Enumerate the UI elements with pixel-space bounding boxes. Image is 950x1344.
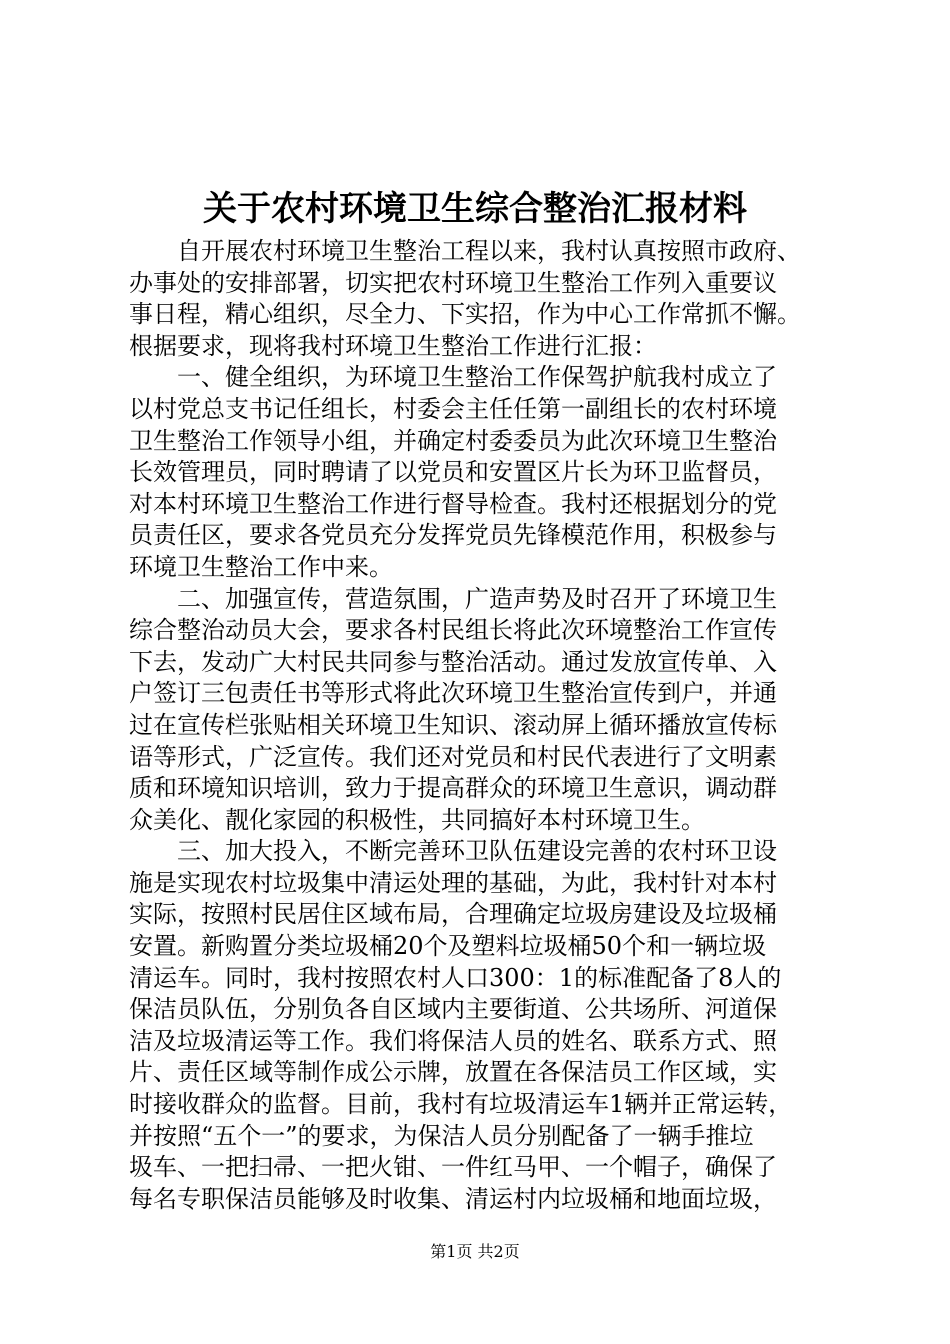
body-line: 综合整治动员大会，要求各村民组长将此次环境整治工作宣传	[129, 616, 777, 645]
body-line: 施是实现农村垃圾集中清运处理的基础，为此，我村针对本村	[129, 868, 777, 897]
body-line: 实际，按照村民居住区域布局，合理确定垃圾房建设及垃圾桶	[129, 900, 777, 929]
page-footer: 第1页 共2页	[430, 1242, 520, 1261]
body-line: 自开展农村环境卫生整治工程以来，我村认真按照市政府、	[129, 237, 801, 265]
body-line: 洁及垃圾清运等工作。我们将保洁人员的姓名、联系方式、照	[129, 1026, 777, 1055]
body-line: 卫生整治工作领导小组，并确定村委委员为此次环境卫生整治	[129, 426, 777, 455]
body-line: 一、健全组织，为环境卫生整治工作保驾护航我村成立了	[129, 363, 777, 392]
body-line: 员责任区，要求各党员充分发挥党员先锋模范作用，积极参与	[129, 521, 777, 550]
body-line: 清运车。同时，我村按照农村人口300：1的标准配备了8人的	[129, 963, 782, 992]
document-title: 关于农村环境卫生综合整治汇报材料	[203, 189, 747, 229]
body-line: 二、加强宣传，营造氛围，广造声势及时召开了环境卫生	[129, 584, 777, 613]
body-line: 每名专职保洁员能够及时收集、清运村内垃圾桶和地面垃圾，	[129, 1184, 777, 1213]
body-line: 三、加大投入，不断完善环卫队伍建设完善的农村环卫设	[129, 837, 777, 866]
body-line: 众美化、靓化家园的积极性，共同搞好本村环境卫生。	[129, 805, 705, 834]
body-line: 质和环境知识培训，致力于提高群众的环境卫生意识，调动群	[129, 774, 777, 803]
body-line: 下去，发动广大村民共同参与整治活动。通过发放宣传单、入	[129, 647, 777, 676]
body-line: 片、责任区域等制作成公示牌，放置在各保洁员工作区域，实	[129, 1058, 777, 1087]
body-line: 事日程，精心组织，尽全力、下实招，作为中心工作常抓不懈。	[129, 300, 801, 329]
body-line: 保洁员队伍，分别负各自区域内主要街道、公共场所、河道保	[129, 995, 777, 1024]
body-line: 时接收群众的监督。目前，我村有垃圾清运车1辆并正常运转，	[129, 1090, 793, 1119]
body-line: 环境卫生整治工作中来。	[129, 552, 393, 581]
body-line: 安置。新购置分类垃圾桶20个及塑料垃圾桶50个和一辆垃圾	[129, 932, 767, 961]
body-line: 长效管理员，同时聘请了以党员和安置区片长为环卫监督员，	[129, 458, 777, 487]
body-line: 并按照“五个一”的要求，为保洁人员分别配备了一辆手推垃	[129, 1121, 754, 1150]
body-line: 根据要求，现将我村环境卫生整治工作进行汇报：	[129, 331, 657, 360]
body-line: 过在宣传栏张贴相关环境卫生知识、滚动屏上循环播放宣传标	[129, 710, 777, 739]
document-body	[129, 236, 851, 1215]
body-line: 户签订三包责任书等形式将此次环境卫生整治宣传到户，并通	[129, 679, 777, 708]
body-line: 办事处的安排部署，切实把农村环境卫生整治工作列入重要议	[129, 268, 777, 297]
body-line: 对本村环境卫生整治工作进行督导检查。我村还根据划分的党	[129, 489, 777, 518]
body-line: 圾车、一把扫帚、一把火钳、一件红马甲、一个帽子，确保了	[129, 1153, 777, 1182]
body-line: 以村党总支书记任组长，村委会主任任第一副组长的农村环境	[129, 394, 777, 423]
body-line: 语等形式，广泛宣传。我们还对党员和村民代表进行了文明素	[129, 742, 777, 771]
